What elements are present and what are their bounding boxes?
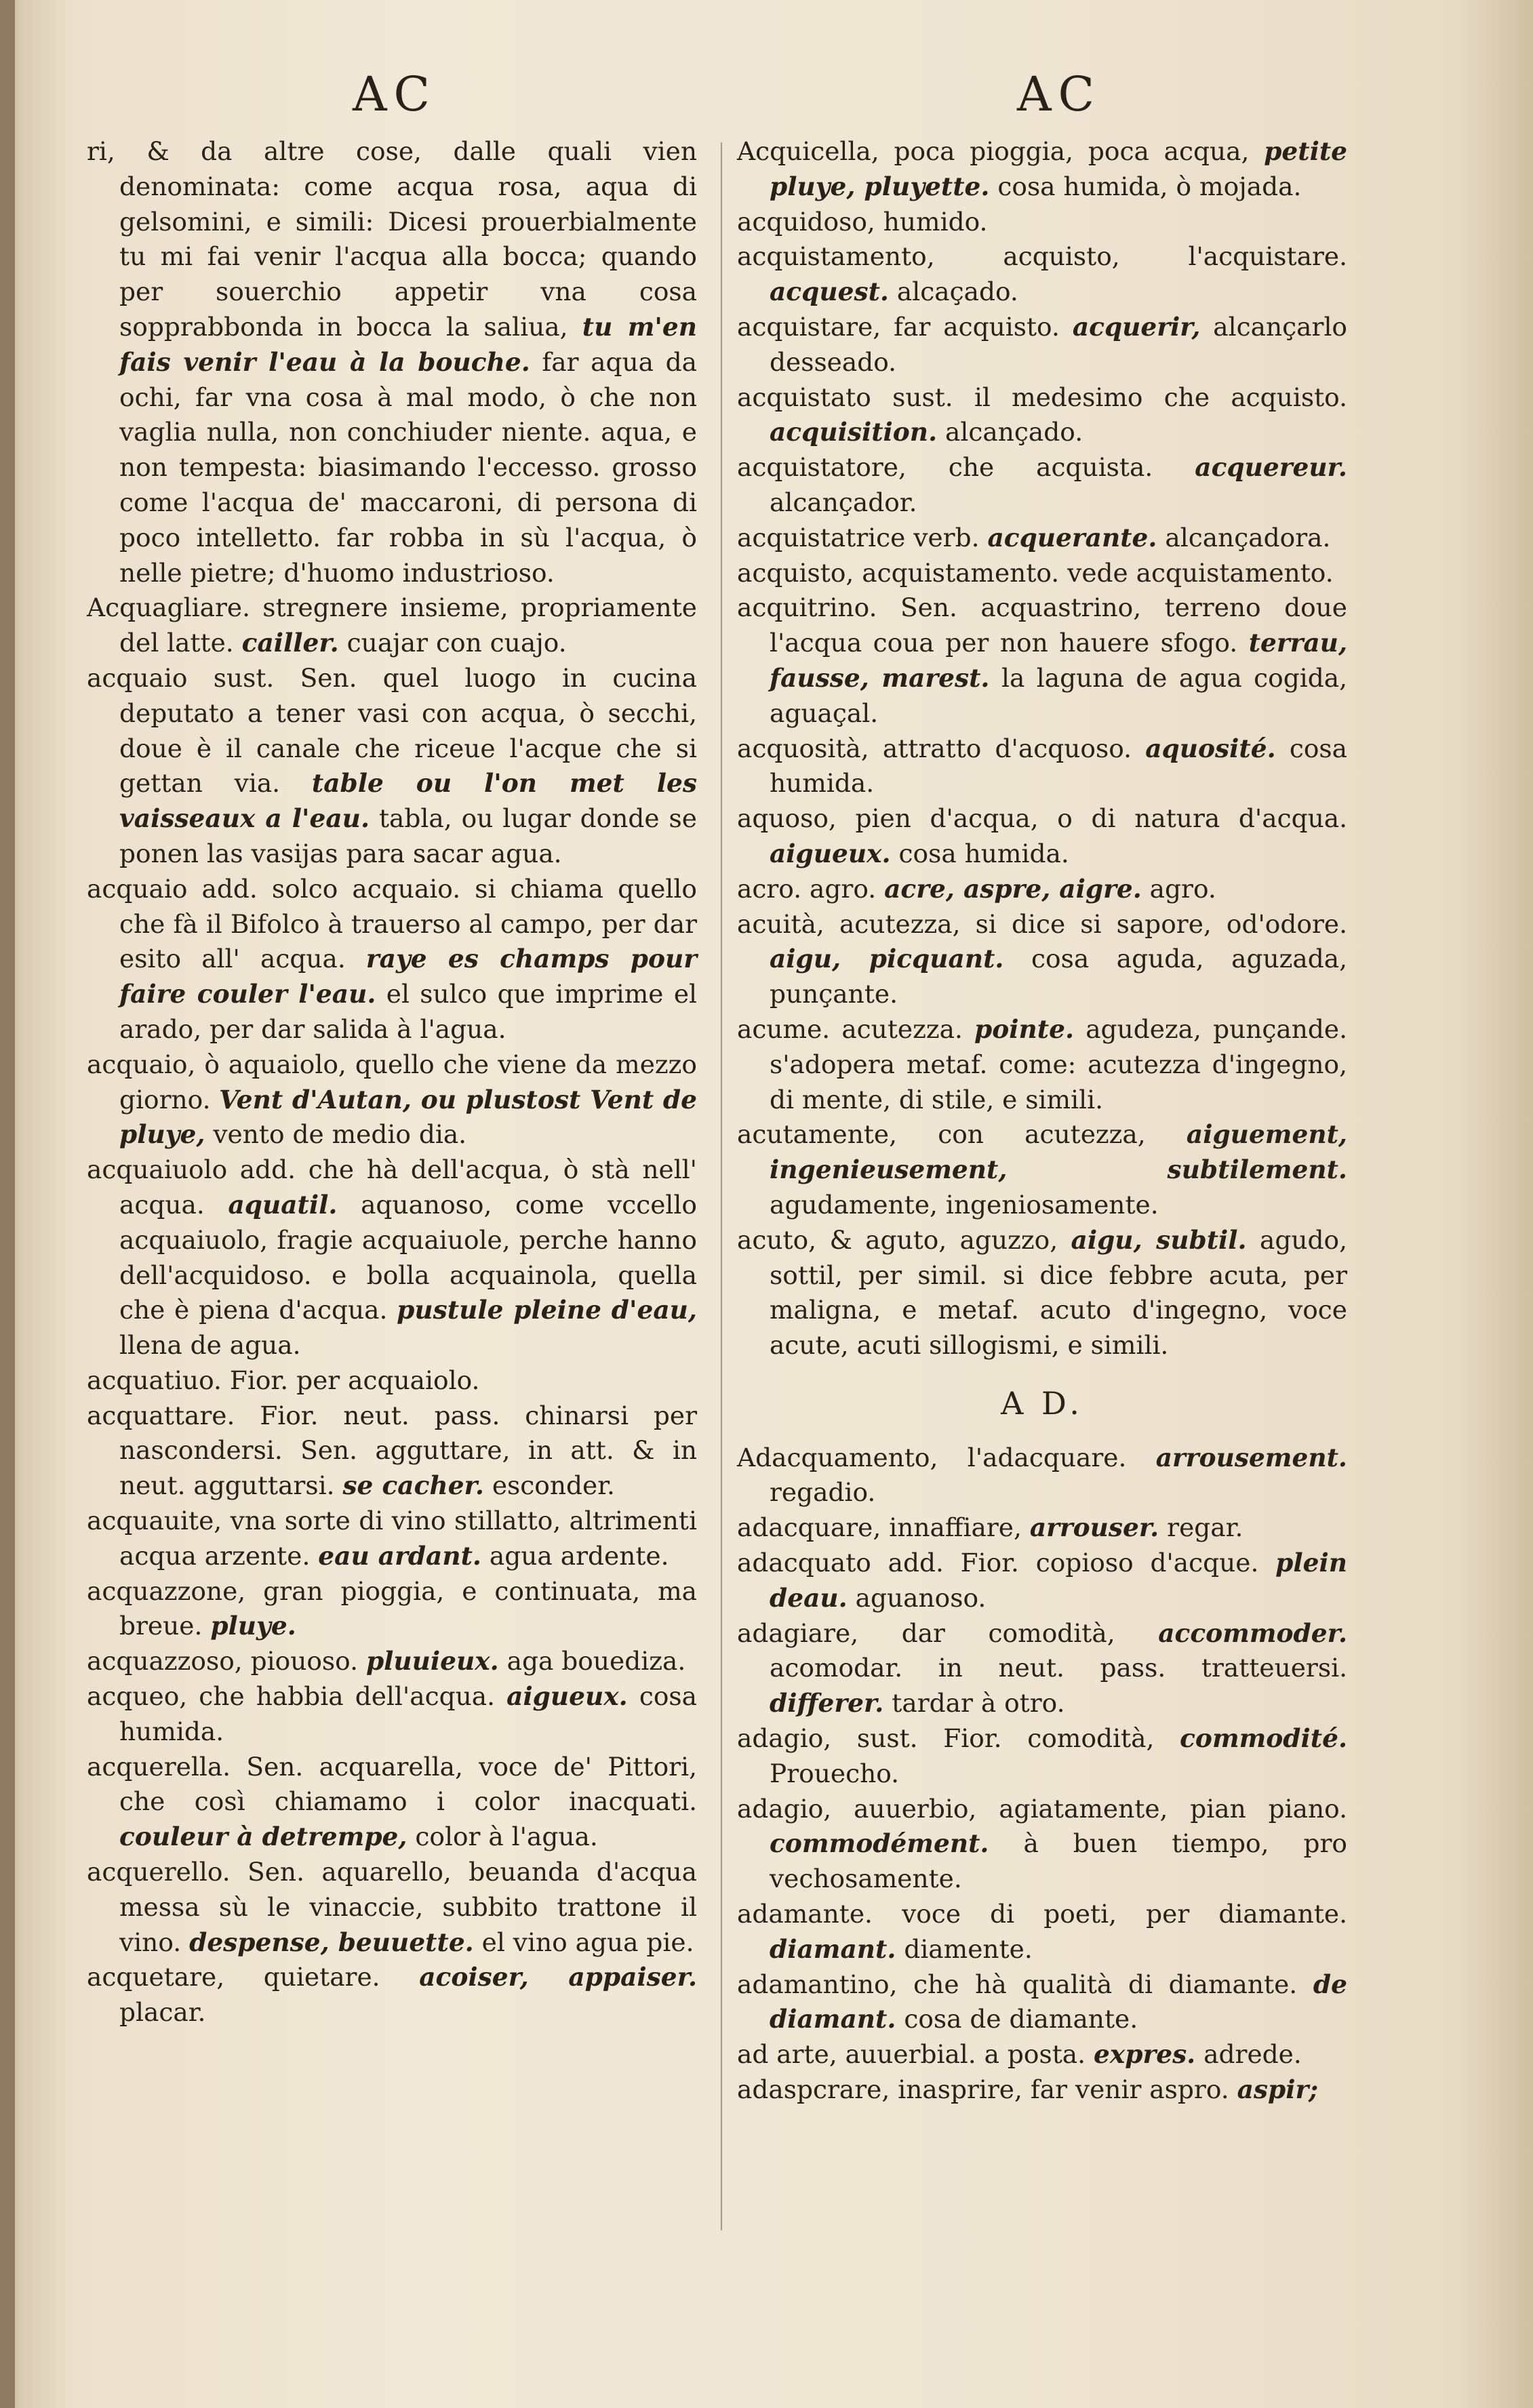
french-gloss: aiguement, ingenieusement, subtilement. <box>770 1119 1347 1185</box>
french-gloss: de diamant. <box>770 1969 1347 2034</box>
dictionary-entry <box>737 1117 1347 1222</box>
spanish-gloss: el vino agua pie. <box>481 1927 694 1957</box>
italian-headword: acro. agro. <box>737 873 877 904</box>
dictionary-entry <box>737 1616 1347 1721</box>
italian-headword: acquazzone, gran pioggia, e continuata, ma breue. <box>87 1576 697 1641</box>
french-gloss: pluuieux. <box>365 1646 499 1677</box>
dictionary-entry <box>87 134 697 590</box>
dictionary-entry <box>737 1546 1347 1616</box>
french-gloss: terrau, fausse, marest. <box>770 628 1347 693</box>
italian-headword: acquistamento, acquisto, l'acquistare. <box>737 241 1347 272</box>
french-gloss: cailler. <box>241 628 339 658</box>
right-column <box>737 134 1347 2108</box>
french-gloss: commodément. <box>770 1828 989 1859</box>
italian-headword: aquoso, pien d'acqua, o di natura d'acqua. <box>737 803 1347 834</box>
dictionary-entry <box>737 872 1347 907</box>
italian-headword: acquattare. Fior. neut. pass. chinarsi per nascondersi. Sen. agguttare, in att. & in neut. agguttarsi. <box>87 1400 697 1501</box>
dictionary-entry <box>737 1967 1347 2038</box>
french-gloss: aigueux. <box>770 838 891 868</box>
spanish-gloss: tardar à otro. <box>892 1688 1065 1719</box>
spanish-gloss: el sulco que imprime el arado, per dar salida à l'agua. <box>119 979 698 1044</box>
running-header-left: AC <box>353 66 437 122</box>
dictionary-entry <box>87 1363 697 1399</box>
french-gloss: aquatil. <box>228 1189 338 1220</box>
spanish-gloss: alcançador. <box>770 487 917 517</box>
italian-headword: adagio, sust. Fior. comodità, <box>737 1723 1155 1754</box>
dictionary-entry <box>737 521 1347 556</box>
spanish-gloss: agudo, sottil, per simil. si dice febbre acuta, per maligna, e metaf. acuto d'ingegno, voce acute, acuti sillogismi, e simili. <box>770 1224 1348 1361</box>
french-gloss: acquerir, <box>1072 311 1201 342</box>
french-gloss: pointe. <box>974 1014 1075 1044</box>
italian-headword: acquetare, quietare. <box>87 1962 380 1992</box>
french-gloss: couleur à detrempe, <box>119 1822 407 1852</box>
spanish-gloss: far aqua da ochi, far vna cosa à mal modo, ò che non vaglia nulla, non conchiuder niente. aqua, e non tempesta: biasimando l'eccesso. grosso come l'acqua de' maccaroni, di persona di poco intelletto. far robba in sù l'acqua, ò nelle pietre; d'huomo industrioso. <box>119 346 697 588</box>
dictionary-entry <box>737 731 1347 802</box>
dictionary-entry <box>737 2072 1347 2108</box>
dictionary-entry <box>737 2037 1347 2072</box>
dictionary-entry <box>87 872 697 1047</box>
spanish-gloss: cosa humida. <box>119 1681 698 1746</box>
italian-headword: acquistatrice verb. <box>737 522 980 553</box>
italian-headword: acutamente, con acutezza, <box>737 1119 1146 1150</box>
french-gloss: pustule pleine d'eau, <box>397 1295 697 1325</box>
italian-headword: acquazzoso, piouoso. <box>87 1646 359 1677</box>
french-gloss: acre, aspre, aigre. <box>884 873 1142 904</box>
french-gloss: commodité. <box>1180 1723 1348 1754</box>
french-gloss: eau ardant. <box>318 1540 481 1571</box>
italian-headword: acqueo, che habbia dell'acqua. <box>87 1681 496 1712</box>
dictionary-entry <box>87 1644 697 1679</box>
dictionary-entry <box>87 661 697 872</box>
spanish-gloss: esconder. <box>492 1470 615 1501</box>
dictionary-entry <box>737 205 1347 240</box>
ac-entries <box>737 134 1347 1363</box>
column-divider <box>721 142 722 2230</box>
italian-headword: acquistato sust. il medesimo che acquisto. <box>737 382 1347 412</box>
french-gloss: table ou l'on met les vaisseaux a l'eau. <box>119 768 697 834</box>
spanish-gloss: agudeza, punçande. s'adopera metaf. come: acutezza d'ingegno, di mente, di stile, e simili. <box>770 1014 1348 1115</box>
italian-headword: adacquato add. Fior. copioso d'acque. <box>737 1548 1259 1578</box>
book-gutter <box>0 0 15 2408</box>
spanish-gloss: agro. <box>1149 873 1216 904</box>
italian-headword: acquosità, attratto d'acquoso. <box>737 733 1132 763</box>
dictionary-entry <box>737 801 1347 872</box>
italian-headword: acquaio add. solco acquaio. si chiama quello che fà il Bifolco à trauerso al campo, per dar esito all' acqua. <box>87 873 697 974</box>
italian-headword: ad arte, auuerbial. a posta. <box>737 2039 1086 2070</box>
dictionary-entry <box>737 310 1347 380</box>
italian-headword: Acquagliare. stregnere insieme, propriamente del latte. <box>87 593 697 658</box>
dictionary-entry <box>737 380 1347 451</box>
dictionary-entry <box>737 1721 1347 1792</box>
french-gloss: acquisition. <box>770 417 938 447</box>
italian-headword: acquerello. Sen. aquarello, beuanda d'acqua messa sù le vinaccie, subbito trattone il vino. <box>87 1857 697 1957</box>
left-column <box>87 134 697 2030</box>
italian-headword: acquerella. Sen. acquarella, voce de' Pittori, che così chiamamo i color inacquati. <box>87 1751 697 1817</box>
french-gloss: Vent d'Autan, ou plustost Vent de pluye, <box>119 1084 697 1150</box>
italian-headword: acume. acutezza. <box>737 1014 963 1044</box>
spanish-gloss: adrede. <box>1203 2039 1302 2070</box>
french-gloss: acoiser, appaiser. <box>419 1962 698 1992</box>
spanish-gloss: alcançadora. <box>1165 522 1331 553</box>
italian-headword: acquaio, ò aquaiolo, quello che viene da mezzo giorno. <box>87 1049 697 1115</box>
dictionary-entry <box>737 1223 1347 1363</box>
italian-headword: Acquicella, poca pioggia, poca acqua, <box>737 136 1250 166</box>
spanish-gloss: llena de agua. <box>119 1330 301 1361</box>
italian-headword: acquatiuo. Fior. per acquaiolo. <box>87 1365 480 1395</box>
dictionary-entry <box>737 1510 1347 1546</box>
dictionary-entry <box>737 134 1347 205</box>
dictionary-entry <box>737 1441 1347 1511</box>
italian-headword: acquisto, acquistamento. vede acquistamento. <box>737 557 1334 588</box>
italian-headword: adacquare, innaffiare, <box>737 1512 1022 1543</box>
italian-headword: acquistare, far acquisto. <box>737 311 1060 342</box>
french-gloss: expres. <box>1094 2039 1196 2070</box>
french-gloss: aigu, picquant. <box>770 944 1004 974</box>
french-gloss: aigueux. <box>506 1681 628 1712</box>
dictionary-entry <box>87 1750 697 1855</box>
italian-headword: acquistatore, che acquista. <box>737 452 1153 483</box>
french-gloss: petite pluye, pluyette. <box>770 136 1348 201</box>
italian-headword: adamantino, che hà qualità di diamante. <box>737 1969 1298 1999</box>
dictionary-entry <box>87 1574 697 1645</box>
dictionary-entry <box>737 1792 1347 1897</box>
spanish-gloss: cosa humida. <box>770 733 1347 799</box>
italian-headword: acquauite, vna sorte di vino stillatto, altrimenti acqua arzente. <box>87 1506 697 1571</box>
dictionary-entry <box>737 590 1347 731</box>
italian-headword: acquaio sust. Sen. quel luogo in cucina deputato a tener vasi con acqua, ò secchi, doue è il canale che riceue l'acque che si gettan via. <box>87 662 697 799</box>
italian-headword: adagiare, dar comodità, <box>737 1618 1115 1648</box>
spanish-gloss: tabla, ou lugar donde se ponen las vasijas para sacar agua. <box>119 803 697 868</box>
dictionary-entry <box>87 590 697 661</box>
italian-headword: acuto, & aguto, aguzzo, <box>737 1224 1058 1255</box>
spanish-gloss: aguanoso. <box>855 1582 987 1613</box>
french-gloss: acquest. <box>770 277 889 307</box>
spanish-gloss: agudamente, ingeniosamente. <box>770 1189 1159 1220</box>
italian-headword: adamante. voce di poeti, per diamante. <box>737 1899 1347 1929</box>
spanish-gloss: acomodar. in neut. pass. tratteuersi. <box>770 1653 1347 1683</box>
dictionary-entry <box>737 239 1347 310</box>
french-gloss: acquereur. <box>1195 452 1347 483</box>
running-header-right: AC <box>1017 66 1102 122</box>
french-gloss: aquosité. <box>1145 733 1276 763</box>
spanish-gloss: Prouecho. <box>770 1758 900 1788</box>
spanish-gloss: alcançarlo desseado. <box>770 311 1348 377</box>
french-gloss: pluye. <box>210 1611 296 1641</box>
french-gloss: arrousement. <box>1155 1442 1347 1472</box>
section-heading-ad: A D. <box>1001 1384 1083 1422</box>
dictionary-entry <box>87 1679 697 1750</box>
italian-headword: ri, & da altre cose, dalle quali vien denominata: come acqua rosa, aqua di gelsomini, e simili: Dicesi prouerbialmente tu mi fai venir l'acqua alla bocca; quando per souerchio appetir vna cosa sopprabbonda in bocca la saliua, <box>87 136 697 342</box>
french-gloss: aspir; <box>1237 2074 1319 2105</box>
italian-headword: Adacquamento, l'adacquare. <box>737 1442 1127 1472</box>
french-gloss: raye es champs pour faire couler l'eau. <box>119 944 697 1009</box>
ad-entries <box>737 1441 1347 2108</box>
spanish-gloss: cosa humida, ò mojada. <box>997 171 1302 201</box>
spanish-gloss: alcançado. <box>945 417 1083 447</box>
french-gloss: despense, beuuette. <box>189 1927 474 1957</box>
french-gloss: accommoder. <box>1158 1618 1347 1648</box>
french-gloss: aigu, subtil. <box>1071 1224 1247 1255</box>
dictionary-entry <box>87 1960 697 2030</box>
spanish-gloss: agua ardente. <box>489 1540 669 1571</box>
italian-headword: acuità, acutezza, si dice si sapore, od'odore. <box>737 908 1347 939</box>
dictionary-entry <box>87 1855 697 1960</box>
french-gloss: plein deau. <box>770 1548 1347 1613</box>
italian-headword: adaspcrare, inasprire, far venir aspro. <box>737 2074 1229 2105</box>
spanish-gloss: à buen tiempo, pro vechosamente. <box>770 1828 1348 1894</box>
dictionary-entry <box>737 556 1347 591</box>
spanish-gloss: regadio. <box>770 1477 876 1508</box>
spanish-gloss: vento de medio dia. <box>213 1119 467 1150</box>
spanish-gloss: la laguna de agua cogida, aguaçal. <box>770 662 1348 728</box>
spanish-gloss: alcaçado. <box>896 277 1018 307</box>
italian-headword: acquidoso, humido. <box>737 206 988 237</box>
dictionary-entry <box>737 450 1347 521</box>
spanish-gloss: cosa aguda, aguzada, punçante. <box>770 944 1347 1009</box>
italian-headword: acquitrino. Sen. acquastrino, terreno doue l'acqua coua per non hauere sfogo. <box>737 593 1347 658</box>
italian-headword: adagio, auuerbio, agiatamente, pian piano. <box>737 1793 1347 1824</box>
spanish-gloss: diamente. <box>904 1933 1033 1964</box>
spanish-gloss: aga bouediza. <box>506 1646 686 1677</box>
french-gloss: diamant. <box>770 1933 896 1964</box>
spanish-gloss: aquanoso, come vccello acquaiuolo, fragie acquaiuole, perche hanno dell'acquidoso. e bolla acquainola, quella che è piena d'acqua. <box>119 1189 697 1325</box>
french-gloss: acquerante. <box>987 522 1157 553</box>
spanish-gloss: regar. <box>1167 1512 1243 1543</box>
dictionary-entry <box>87 1399 697 1504</box>
dictionary-entry <box>87 1504 697 1574</box>
spanish-gloss: cuajar con cuajo. <box>346 628 567 658</box>
spanish-gloss: cosa humida. <box>898 838 1069 868</box>
italian-headword: acquaiuolo add. che hà dell'acqua, ò stà nell' acqua. <box>87 1155 697 1220</box>
spanish-gloss: placar. <box>119 1997 206 2028</box>
dictionary-entry <box>737 1012 1347 1117</box>
french-gloss: se cacher. <box>342 1470 484 1501</box>
dictionary-entry <box>737 1897 1347 1967</box>
dictionary-entry <box>737 907 1347 1012</box>
dictionary-entry <box>87 1047 697 1152</box>
french-gloss: differer. <box>770 1688 884 1719</box>
spanish-gloss: cosa de diamante. <box>904 2004 1138 2034</box>
french-gloss: arrouser. <box>1029 1512 1159 1543</box>
dictionary-entry <box>87 1152 697 1363</box>
spanish-gloss: color à l'agua. <box>415 1822 598 1852</box>
french-gloss: tu m'en fais venir l'eau à la bouche. <box>119 311 697 377</box>
